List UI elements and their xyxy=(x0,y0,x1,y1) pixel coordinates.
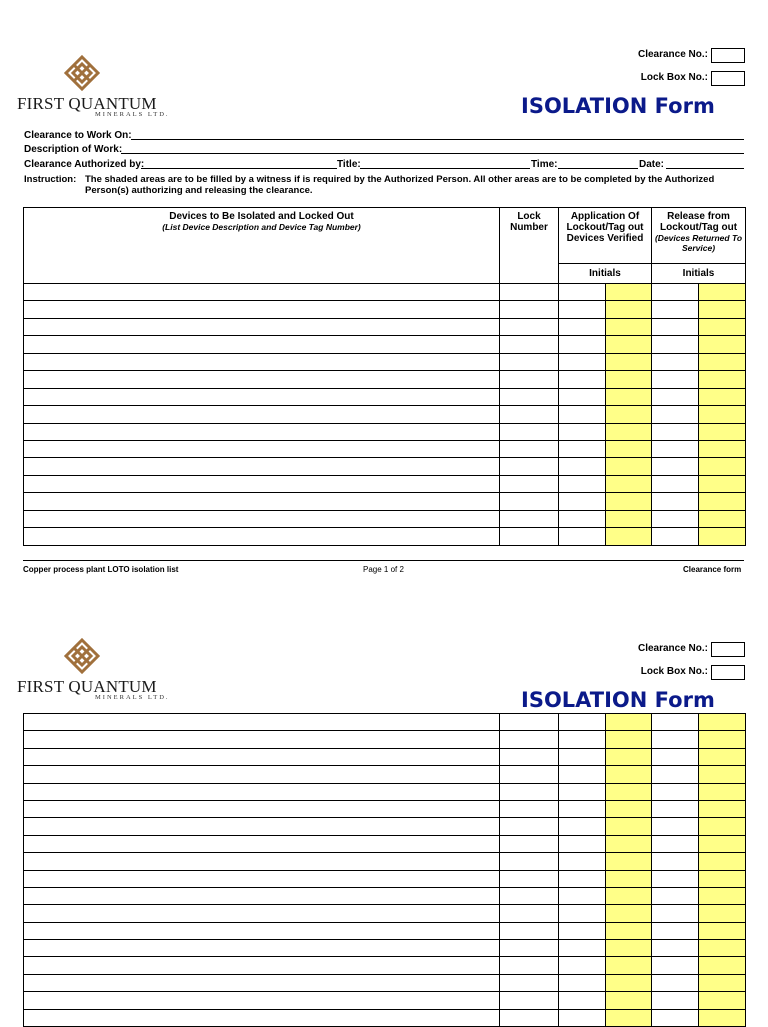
application-cell[interactable] xyxy=(559,510,606,527)
device-cell[interactable] xyxy=(24,922,500,939)
application-header: Application Of Lockout/Tag out Devices Verified xyxy=(559,208,652,264)
lock-number-cell[interactable] xyxy=(500,800,559,817)
application-cell[interactable] xyxy=(559,406,606,423)
lock-number-cell[interactable] xyxy=(500,714,559,731)
application-cell[interactable] xyxy=(559,800,606,817)
application-cell[interactable] xyxy=(559,458,606,475)
release-witness-cell[interactable] xyxy=(699,800,746,817)
lock-number-cell[interactable] xyxy=(500,318,559,335)
device-cell[interactable] xyxy=(24,475,500,492)
application-cell[interactable] xyxy=(559,371,606,388)
application-witness-cell[interactable] xyxy=(606,800,652,817)
application-cell[interactable] xyxy=(559,974,606,991)
release-cell[interactable] xyxy=(652,301,699,318)
form-title-page2: ISOLATION Form xyxy=(521,688,715,712)
table-row xyxy=(24,887,746,904)
lock-number-cell[interactable] xyxy=(500,766,559,783)
lock-number-cell[interactable] xyxy=(500,992,559,1009)
table-row xyxy=(24,423,746,440)
table-row xyxy=(24,510,746,527)
device-cell[interactable] xyxy=(24,423,500,440)
lock-number-cell[interactable] xyxy=(500,301,559,318)
lock-number-cell[interactable] xyxy=(500,974,559,991)
application-witness-cell[interactable] xyxy=(606,714,652,731)
application-witness-cell[interactable] xyxy=(606,992,652,1009)
release-witness-cell[interactable] xyxy=(699,731,746,748)
table-row xyxy=(24,905,746,922)
lock-number-cell[interactable] xyxy=(500,371,559,388)
application-cell[interactable] xyxy=(559,284,606,301)
table-row xyxy=(24,974,746,991)
table-row xyxy=(24,458,746,475)
release-cell[interactable] xyxy=(652,353,699,370)
clearance-authorized-by-label: Clearance Authorized by: xyxy=(24,159,145,170)
release-witness-cell[interactable] xyxy=(699,371,746,388)
lock-number-cell[interactable] xyxy=(500,887,559,904)
lock-number-cell[interactable] xyxy=(500,406,559,423)
release-cell[interactable] xyxy=(652,284,699,301)
devices-header-sub: (List Device Description and Device Tag Number) xyxy=(162,222,361,232)
device-cell[interactable] xyxy=(24,992,500,1009)
release-cell[interactable] xyxy=(652,887,699,904)
table-row xyxy=(24,853,746,870)
instruction-text: The shaded areas are to be filled by a witness if is required by the Authorized Person. All other areas are to be completed by the Authorized Person(s) authorizing and releasing the clearance. xyxy=(85,174,715,196)
lock-number-cell[interactable] xyxy=(500,818,559,835)
form-title: ISOLATION Form xyxy=(521,94,715,118)
release-cell[interactable] xyxy=(652,957,699,974)
release-witness-cell[interactable] xyxy=(699,406,746,423)
isolation-table xyxy=(23,207,746,546)
application-witness-cell[interactable] xyxy=(606,475,652,492)
device-cell[interactable] xyxy=(24,853,500,870)
release-witness-cell[interactable] xyxy=(699,318,746,335)
table-row xyxy=(24,748,746,765)
lock-box-no-box[interactable] xyxy=(711,71,745,86)
release-cell[interactable] xyxy=(652,458,699,475)
devices-header xyxy=(24,208,500,284)
release-witness-cell[interactable] xyxy=(699,510,746,527)
application-cell[interactable] xyxy=(559,818,606,835)
table-row xyxy=(24,493,746,510)
release-witness-cell[interactable] xyxy=(699,458,746,475)
description-of-work-label: Description of Work: xyxy=(24,144,123,155)
application-cell[interactable] xyxy=(559,905,606,922)
device-cell[interactable] xyxy=(24,388,500,405)
release-cell[interactable] xyxy=(652,766,699,783)
clearance-no-box[interactable] xyxy=(711,48,745,63)
release-witness-cell[interactable] xyxy=(699,528,746,545)
lock-number-cell[interactable] xyxy=(500,388,559,405)
application-cell[interactable] xyxy=(559,853,606,870)
release-witness-cell[interactable] xyxy=(699,887,746,904)
application-cell[interactable] xyxy=(559,475,606,492)
release-cell[interactable] xyxy=(652,475,699,492)
application-cell[interactable] xyxy=(559,835,606,852)
release-witness-cell[interactable] xyxy=(699,766,746,783)
table-row xyxy=(24,714,746,731)
lock-number-cell[interactable] xyxy=(500,870,559,887)
release-witness-cell[interactable] xyxy=(699,922,746,939)
application-cell[interactable] xyxy=(559,388,606,405)
device-cell[interactable] xyxy=(24,887,500,904)
lock-number-cell[interactable] xyxy=(500,440,559,457)
table-row xyxy=(24,301,746,318)
lock-number-cell[interactable] xyxy=(500,423,559,440)
application-witness-cell[interactable] xyxy=(606,766,652,783)
lock-number-cell[interactable] xyxy=(500,905,559,922)
device-cell[interactable] xyxy=(24,714,500,731)
description-of-work-line[interactable] xyxy=(121,153,744,154)
device-cell[interactable] xyxy=(24,905,500,922)
device-cell[interactable] xyxy=(24,870,500,887)
time-line[interactable] xyxy=(558,168,638,169)
device-cell[interactable] xyxy=(24,748,500,765)
release-cell[interactable] xyxy=(652,940,699,957)
release-cell[interactable] xyxy=(652,318,699,335)
application-witness-cell[interactable] xyxy=(606,783,652,800)
table-row xyxy=(24,371,746,388)
application-witness-cell[interactable] xyxy=(606,835,652,852)
release-cell[interactable] xyxy=(652,748,699,765)
release-witness-cell[interactable] xyxy=(699,905,746,922)
release-cell[interactable] xyxy=(652,493,699,510)
device-cell[interactable] xyxy=(24,957,500,974)
release-cell[interactable] xyxy=(652,714,699,731)
release-cell[interactable] xyxy=(652,510,699,527)
application-witness-cell[interactable] xyxy=(606,870,652,887)
table-row xyxy=(24,800,746,817)
release-cell[interactable] xyxy=(652,992,699,1009)
footer-left: Copper process plant LOTO isolation list xyxy=(23,565,179,574)
application-witness-cell[interactable] xyxy=(606,353,652,370)
lock-number-cell[interactable] xyxy=(500,458,559,475)
release-cell[interactable] xyxy=(652,818,699,835)
clearance-to-work-on-label: Clearance to Work On: xyxy=(24,130,132,141)
lock-number-cell[interactable] xyxy=(500,957,559,974)
company-name-page2: FIRST QUANTUM xyxy=(17,677,157,696)
lock-number-cell[interactable] xyxy=(500,475,559,492)
application-cell[interactable] xyxy=(559,783,606,800)
application-witness-cell[interactable] xyxy=(606,731,652,748)
release-witness-cell[interactable] xyxy=(699,714,746,731)
lock-box-no-label: Lock Box No.: xyxy=(640,72,708,83)
release-witness-cell[interactable] xyxy=(699,957,746,974)
table-row xyxy=(24,336,746,353)
device-cell[interactable] xyxy=(24,493,500,510)
footer-divider xyxy=(23,560,744,561)
device-cell[interactable] xyxy=(24,284,500,301)
release-cell[interactable] xyxy=(652,853,699,870)
table-row xyxy=(24,992,746,1009)
application-cell[interactable] xyxy=(559,318,606,335)
release-witness-cell[interactable] xyxy=(699,992,746,1009)
release-cell[interactable] xyxy=(652,371,699,388)
table-row xyxy=(24,818,746,835)
authorized-by-line[interactable] xyxy=(141,168,337,169)
release-witness-cell[interactable] xyxy=(699,353,746,370)
device-cell[interactable] xyxy=(24,318,500,335)
lock-number-cell[interactable] xyxy=(500,510,559,527)
device-cell[interactable] xyxy=(24,835,500,852)
release-witness-cell[interactable] xyxy=(699,853,746,870)
release-witness-cell[interactable] xyxy=(699,870,746,887)
application-witness-cell[interactable] xyxy=(606,853,652,870)
release-witness-cell[interactable] xyxy=(699,475,746,492)
table-row xyxy=(24,783,746,800)
application-witness-cell[interactable] xyxy=(606,406,652,423)
device-cell[interactable] xyxy=(24,731,500,748)
logo-diamond-icon xyxy=(64,638,100,674)
lock-number-cell[interactable] xyxy=(500,336,559,353)
application-witness-cell[interactable] xyxy=(606,940,652,957)
device-cell[interactable] xyxy=(24,510,500,527)
release-cell[interactable] xyxy=(652,783,699,800)
application-witness-cell[interactable] xyxy=(606,974,652,991)
application-cell[interactable] xyxy=(559,748,606,765)
title-line[interactable] xyxy=(360,168,530,169)
lock-number-cell[interactable] xyxy=(500,748,559,765)
isolation-table-body xyxy=(24,284,746,546)
application-cell[interactable] xyxy=(559,336,606,353)
application-witness-cell[interactable] xyxy=(606,510,652,527)
device-cell[interactable] xyxy=(24,974,500,991)
application-witness-cell[interactable] xyxy=(606,957,652,974)
lock-number-cell[interactable] xyxy=(500,528,559,545)
table-row xyxy=(24,284,746,301)
isolation-table-body-page2 xyxy=(24,714,746,1027)
device-cell[interactable] xyxy=(24,440,500,457)
release-witness-cell[interactable] xyxy=(699,301,746,318)
device-cell[interactable] xyxy=(24,458,500,475)
lock-box-no-box-page2[interactable] xyxy=(711,665,745,680)
release-witness-cell[interactable] xyxy=(699,748,746,765)
release-cell[interactable] xyxy=(652,731,699,748)
release-cell[interactable] xyxy=(652,423,699,440)
release-witness-cell[interactable] xyxy=(699,388,746,405)
release-header-label: Release from Lockout/Tag out xyxy=(660,211,738,233)
table-row xyxy=(24,528,746,545)
release-cell[interactable] xyxy=(652,440,699,457)
release-cell[interactable] xyxy=(652,336,699,353)
application-witness-cell[interactable] xyxy=(606,388,652,405)
table-row xyxy=(24,475,746,492)
application-witness-cell[interactable] xyxy=(606,284,652,301)
release-header xyxy=(652,208,746,264)
application-witness-cell[interactable] xyxy=(606,301,652,318)
initials-header-application: Initials xyxy=(559,264,652,284)
table-row xyxy=(24,766,746,783)
application-cell[interactable] xyxy=(559,940,606,957)
table-row xyxy=(24,388,746,405)
release-header-sub: (Devices Returned To Service) xyxy=(654,233,743,253)
release-witness-cell[interactable] xyxy=(699,835,746,852)
device-cell[interactable] xyxy=(24,800,500,817)
clearance-no-label: Clearance No.: xyxy=(637,49,708,60)
release-cell[interactable] xyxy=(652,406,699,423)
application-witness-cell[interactable] xyxy=(606,318,652,335)
application-cell[interactable] xyxy=(559,957,606,974)
release-witness-cell[interactable] xyxy=(699,493,746,510)
table-row xyxy=(24,318,746,335)
release-cell[interactable] xyxy=(652,388,699,405)
table-row xyxy=(24,957,746,974)
release-cell[interactable] xyxy=(652,835,699,852)
application-cell[interactable] xyxy=(559,528,606,545)
table-row xyxy=(24,922,746,939)
clearance-to-work-on-line[interactable] xyxy=(131,139,744,140)
device-cell[interactable] xyxy=(24,406,500,423)
application-witness-cell[interactable] xyxy=(606,423,652,440)
device-cell[interactable] xyxy=(24,783,500,800)
lock-number-cell[interactable] xyxy=(500,922,559,939)
isolation-table-page2 xyxy=(23,713,746,1027)
release-cell[interactable] xyxy=(652,905,699,922)
release-witness-cell[interactable] xyxy=(699,974,746,991)
lock-number-cell[interactable] xyxy=(500,493,559,510)
lock-number-cell[interactable] xyxy=(500,853,559,870)
application-cell[interactable] xyxy=(559,922,606,939)
release-witness-cell[interactable] xyxy=(699,440,746,457)
title-label: Title: xyxy=(337,159,361,170)
release-cell[interactable] xyxy=(652,974,699,991)
application-witness-cell[interactable] xyxy=(606,336,652,353)
company-sub-page2: MINERALS LTD. xyxy=(95,694,170,701)
release-cell[interactable] xyxy=(652,528,699,545)
footer-right: Clearance form xyxy=(683,565,742,574)
application-cell[interactable] xyxy=(559,714,606,731)
lock-box-no-label-page2: Lock Box No.: xyxy=(640,666,708,677)
application-cell[interactable] xyxy=(559,870,606,887)
device-cell[interactable] xyxy=(24,353,500,370)
company-name: FIRST QUANTUM xyxy=(17,94,157,113)
application-witness-cell[interactable] xyxy=(606,748,652,765)
release-witness-cell[interactable] xyxy=(699,783,746,800)
release-cell[interactable] xyxy=(652,922,699,939)
application-cell[interactable] xyxy=(559,992,606,1009)
application-cell[interactable] xyxy=(559,766,606,783)
release-witness-cell[interactable] xyxy=(699,423,746,440)
application-witness-cell[interactable] xyxy=(606,818,652,835)
table-row xyxy=(24,870,746,887)
application-cell[interactable] xyxy=(559,493,606,510)
table-row xyxy=(24,353,746,370)
devices-header-label: Devices to Be Isolated and Locked Out xyxy=(169,211,354,222)
release-cell[interactable] xyxy=(652,870,699,887)
release-witness-cell[interactable] xyxy=(699,940,746,957)
release-witness-cell[interactable] xyxy=(699,818,746,835)
lock-number-cell[interactable] xyxy=(500,353,559,370)
initials-header-release: Initials xyxy=(652,264,746,284)
date-line[interactable] xyxy=(666,168,744,169)
application-witness-cell[interactable] xyxy=(606,905,652,922)
logo-diamond-icon xyxy=(64,55,100,91)
table-row xyxy=(24,835,746,852)
clearance-no-label-page2: Clearance No.: xyxy=(637,643,708,654)
clearance-no-box-page2[interactable] xyxy=(711,642,745,657)
application-witness-cell[interactable] xyxy=(606,922,652,939)
device-cell[interactable] xyxy=(24,940,500,957)
application-witness-cell[interactable] xyxy=(606,458,652,475)
lock-number-cell[interactable] xyxy=(500,783,559,800)
lock-number-cell[interactable] xyxy=(500,731,559,748)
table-row xyxy=(24,406,746,423)
device-cell[interactable] xyxy=(24,301,500,318)
application-witness-cell[interactable] xyxy=(606,493,652,510)
application-witness-cell[interactable] xyxy=(606,371,652,388)
device-cell[interactable] xyxy=(24,371,500,388)
lock-number-header: Lock Number xyxy=(500,208,559,284)
time-label: Time: xyxy=(531,159,558,170)
application-cell[interactable] xyxy=(559,423,606,440)
instruction-label: Instruction: xyxy=(24,174,77,185)
application-cell[interactable] xyxy=(559,731,606,748)
table-row xyxy=(24,440,746,457)
release-cell[interactable] xyxy=(652,800,699,817)
lock-number-cell[interactable] xyxy=(500,835,559,852)
device-cell[interactable] xyxy=(24,766,500,783)
table-row xyxy=(24,940,746,957)
application-cell[interactable] xyxy=(559,440,606,457)
device-cell[interactable] xyxy=(24,336,500,353)
table-row xyxy=(24,731,746,748)
application-cell[interactable] xyxy=(559,887,606,904)
application-cell[interactable] xyxy=(559,301,606,318)
company-sub: MINERALS LTD. xyxy=(95,111,170,118)
release-witness-cell[interactable] xyxy=(699,336,746,353)
application-witness-cell[interactable] xyxy=(606,440,652,457)
application-witness-cell[interactable] xyxy=(606,887,652,904)
lock-number-cell[interactable] xyxy=(500,940,559,957)
date-label: Date: xyxy=(639,159,665,170)
application-witness-cell[interactable] xyxy=(606,528,652,545)
footer-page: Page 1 of 2 xyxy=(363,565,404,574)
release-witness-cell[interactable] xyxy=(699,284,746,301)
device-cell[interactable] xyxy=(24,528,500,545)
device-cell[interactable] xyxy=(24,818,500,835)
application-cell[interactable] xyxy=(559,353,606,370)
lock-number-cell[interactable] xyxy=(500,284,559,301)
